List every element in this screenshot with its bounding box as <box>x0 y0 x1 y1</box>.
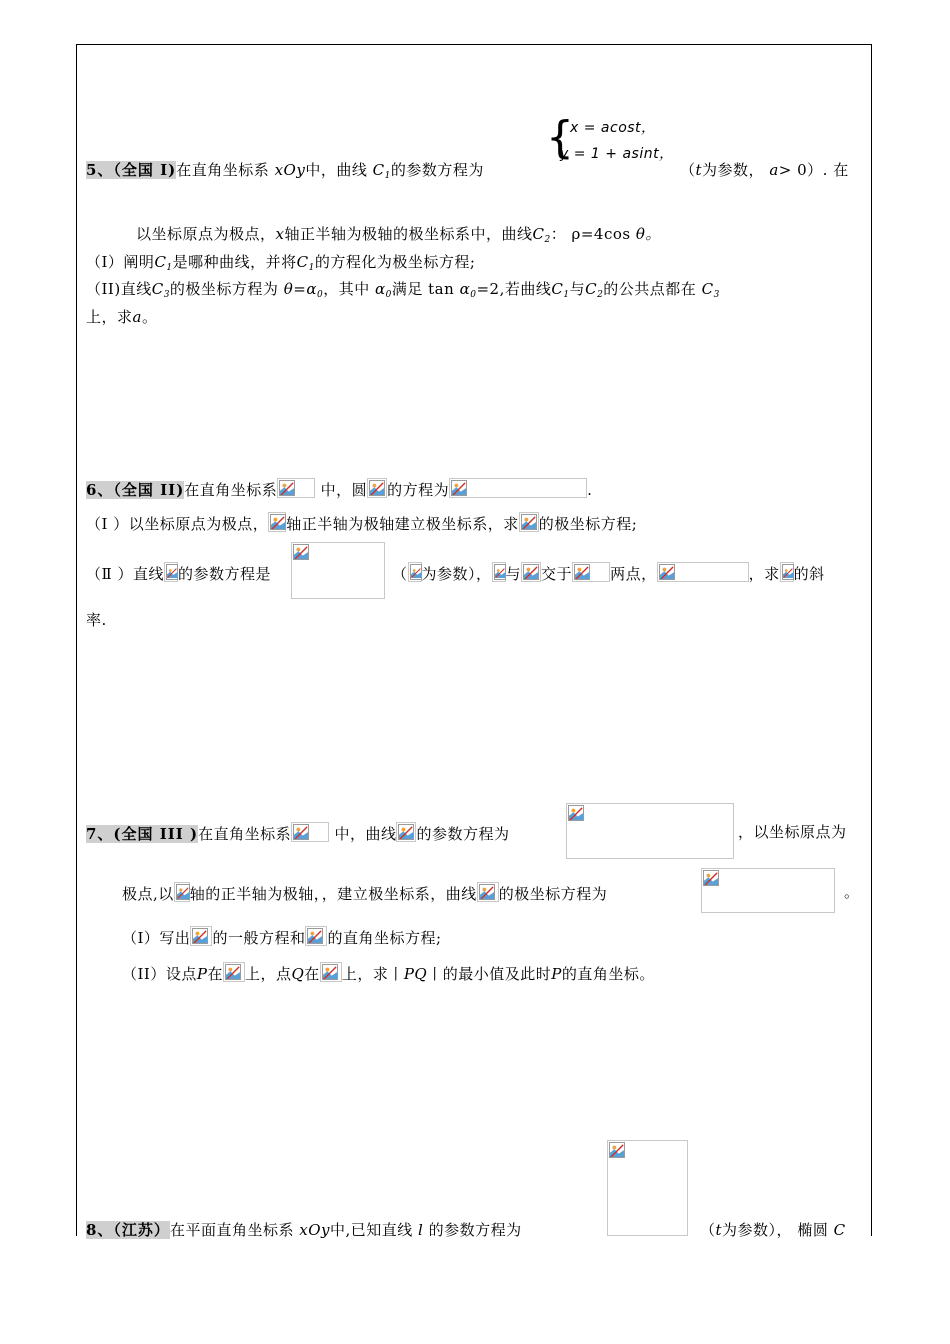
broken-image-icon <box>477 882 499 902</box>
equation-brace: { <box>546 112 574 163</box>
q5-line-1-tail: （t为参数， a> 0）. 在 <box>680 161 849 179</box>
broken-image-icon <box>190 926 212 946</box>
broken-image-icon <box>519 512 539 532</box>
q7-line-4: （II）设点P在 上，点Q在 上，求丨PQ丨的最小值及此时P的直角坐标。 <box>122 962 655 984</box>
q6-label: 6、（全国 II) <box>86 481 185 499</box>
broken-image-icon <box>367 478 387 498</box>
broken-image-icon <box>657 562 749 582</box>
broken-image-icon <box>492 562 506 582</box>
q7-line-3: （I）写出 的一般方程和 的直角坐标方程; <box>122 926 442 948</box>
q7-line-2b: 。 <box>844 883 860 901</box>
broken-image-icon <box>572 562 610 582</box>
q6-line-3a: （Ⅱ ）直线 的参数方程是 <box>86 562 271 584</box>
broken-image-icon <box>780 562 794 582</box>
q8-line-1a: 8、（江苏）在平面直角坐标系 xOy中,已知直线 l 的参数方程为 <box>86 1221 522 1239</box>
broken-image-icon <box>277 478 315 498</box>
q6-line-1: 6、（全国 II)在直角坐标系 中，圆 的方程为 . <box>86 478 592 500</box>
q7-label: 7、(全国 III ) <box>86 825 199 843</box>
broken-image-icon <box>291 822 329 842</box>
broken-image-icon <box>164 562 178 582</box>
q8-line-1b: （t为参数）， 椭圆 C <box>700 1221 846 1239</box>
broken-image-icon <box>174 882 190 902</box>
q7-line-1a: 7、(全国 III )在直角坐标系 中，曲线 的参数方程为 <box>86 822 509 844</box>
q6-line-4: 率. <box>86 611 107 629</box>
broken-image-icon <box>408 562 422 582</box>
broken-image-icon <box>320 962 342 982</box>
q5-line-4: （II)直线$C_3$的极坐标方程为 $\theta=\alpha_0$，其中 $\alpha_0$满足 $\tan \alpha_0=2$,若曲线$C_1$与$C_2$的公共点都在 $C_3$ <box>86 280 720 300</box>
broken-image-icon <box>396 822 416 842</box>
q8-label: 8、（江苏） <box>86 1221 170 1239</box>
broken-image-icon <box>268 512 286 532</box>
page-frame <box>76 44 872 1236</box>
q5-line-5: 上，求a。 <box>86 308 158 326</box>
param-equation-line-2: y = 1 + asint， <box>560 146 674 162</box>
broken-image-icon <box>521 562 541 582</box>
broken-image-icon <box>607 1140 688 1236</box>
q5-line-3: （I）阐明$C_1$是哪种曲线，并将$C_1$的方程化为极坐标方程; <box>86 253 476 273</box>
broken-image-icon <box>449 478 587 498</box>
q5-label: 5、（全国 I) <box>86 161 177 179</box>
broken-image-icon <box>305 926 327 946</box>
q5-line-1: 5、（全国 I)在直角坐标系 xOy中，曲线 $C_1$的参数方程为 <box>86 161 484 181</box>
broken-image-icon <box>291 542 385 599</box>
q7-line-2a: 极点,以 轴的正半轴为极轴，，建立极坐标系，曲线 的极坐标方程为 <box>122 882 607 904</box>
q6-line-2: （I ）以坐标原点为极点， 轴正半轴为极轴建立极坐标系，求 的极坐标方程; <box>86 512 637 534</box>
q6-line-3b: （ 为参数）， 与 交于 两点， ，求 的斜 <box>392 562 825 584</box>
broken-image-icon <box>566 803 734 859</box>
broken-image-icon <box>223 962 245 982</box>
broken-image-icon <box>701 868 835 913</box>
q5-line-2: 以坐标原点为极点，x轴正半轴为极轴的极坐标系中，曲线$C_2$： ρ=4cos θ。 <box>136 225 661 245</box>
q7-line-1b: ，以坐标原点为 <box>738 823 847 841</box>
param-equation-line-1: x = acost， <box>570 120 656 136</box>
